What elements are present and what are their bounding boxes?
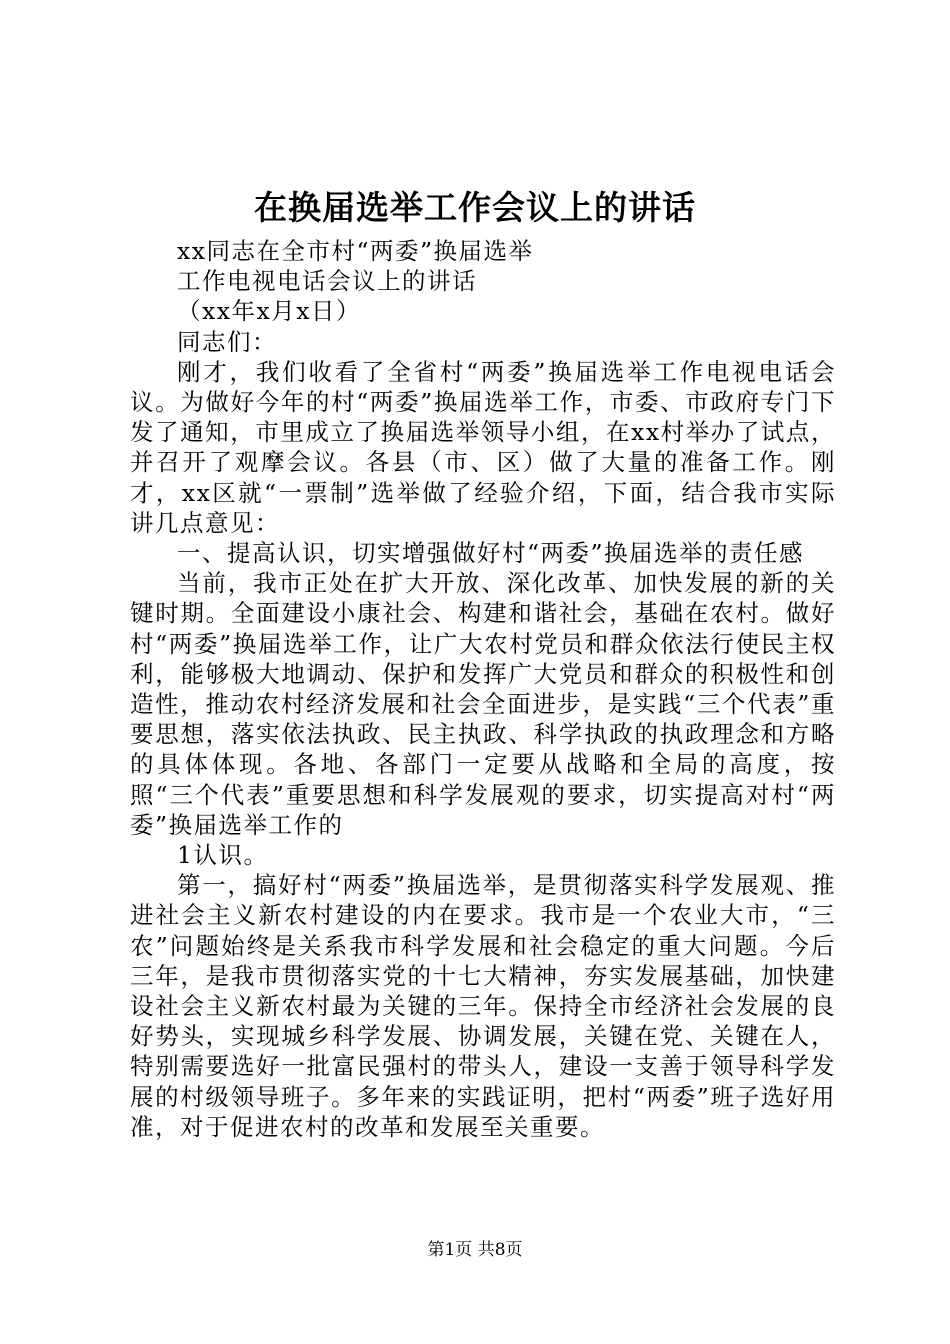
document-body: [130, 236, 836, 1142]
paragraph: 当前，我市正处在扩大开放、深化改革、加快发展的新的关键时期。全面建设小康社会、构建和谐社会，基础在农村。做好村“两委”换届选举工作，让广大农村党员和群众依法行使民主权利，能够极大地调动、保护和发挥广大党员和群众的积极性和创造性，推动农村经济发展和社会全面进步，是实践“三个代表”重要思想，落实依法执政、民主执政、科学执政的执政理念和方略的具体体现。各地、各部门一定要从战略和全局的高度，按照“三个代表”重要思想和科学发展观的要求，切实提高对村“两委”换届选举工作的: [130, 569, 836, 839]
document-title: 在换届选举工作会议上的讲话: [254, 188, 696, 227]
paragraph: 第一，搞好村“两委”换届选举，是贯彻落实科学发展观、推进社会主义新农村建设的内在要求。我市是一个农业大市，“三农”问题始终是关系我市科学发展和社会稳定的重大问题。今后三年，是我市贯彻落实党的十七大精神，夯实发展基础，加快建设社会主义新农村最为关键的三年。保持全市经济社会发展的良好势头，实现城乡科学发展、协调发展，关键在党、关键在人，特别需要选好一批富民强村的带头人，建设一支善于领导科学发展的村级领导班子。多年来的实践证明，把村“两委”班子选好用准，对于促进农村的改革和发展至关重要。: [130, 871, 836, 1141]
subtitle-line-1: xx同志在全市村“两委”换届选举: [177, 237, 534, 265]
paragraph: 刚才，我们收看了全省村“两委”换届选举工作电视电话会议。为做好今年的村“两委”换届选举工作，市委、市政府专门下发了通知，市里成立了换届选举领导小组，在xx村举办了试点，并召开了观摩会议。各县（市、区）做了大量的准备工作。刚才，xx区就“一票制”选举做了经验介绍，下面，结合我市实际讲几点意见：: [130, 357, 836, 537]
paragraph: 1认识。: [177, 841, 269, 870]
salutation: 同志们：: [177, 327, 277, 356]
section-heading: 一、提高认识，切实增强做好村“两委”换届选举的责任感: [177, 539, 805, 568]
subtitle-line-2: 工作电视电话会议上的讲话: [177, 267, 477, 296]
date-line: （xx年x月x日）: [177, 297, 362, 326]
page-footer: 第1页 共8页: [427, 1240, 523, 1260]
